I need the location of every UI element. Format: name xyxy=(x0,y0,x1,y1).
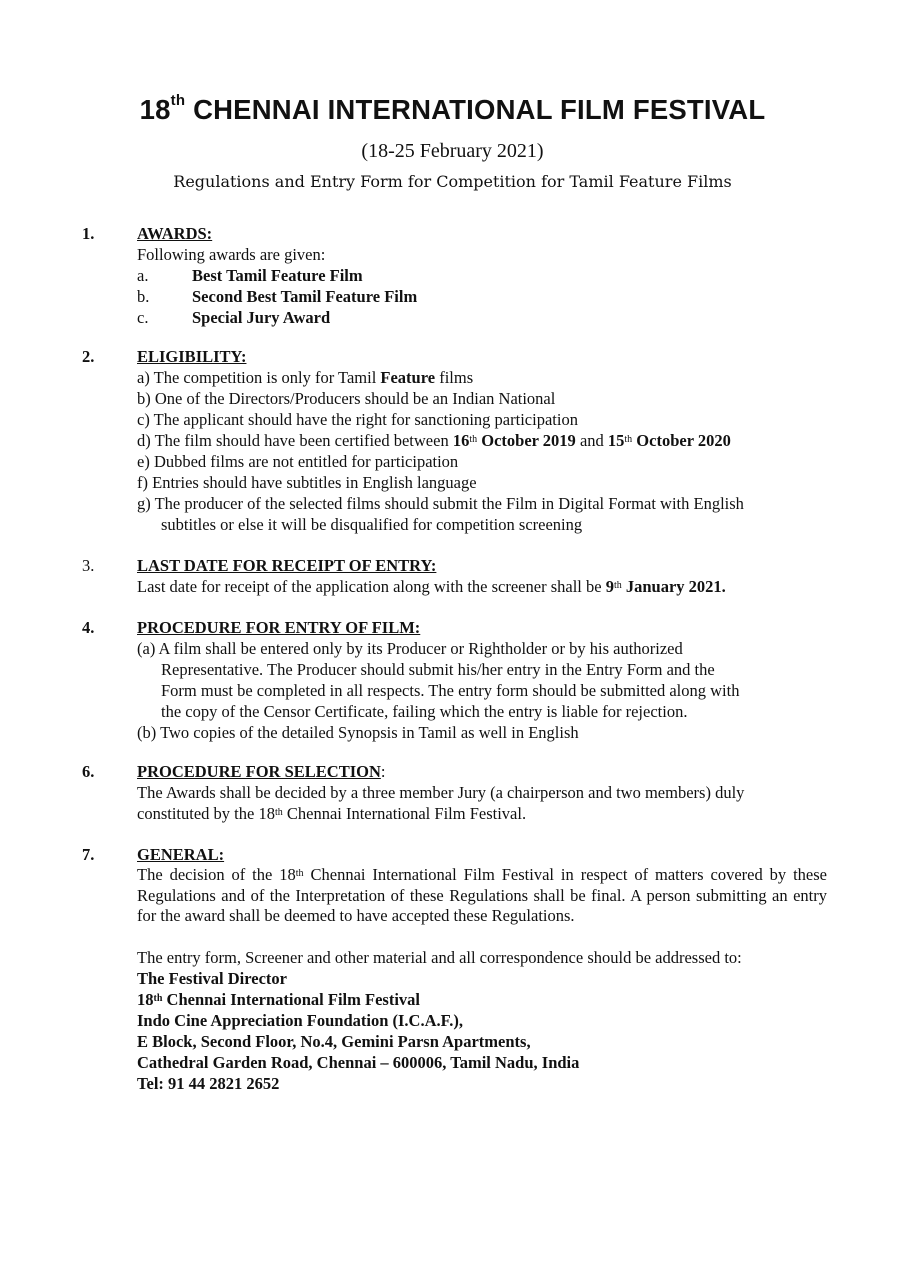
bold-text: 9 xyxy=(605,577,614,596)
address-line xyxy=(137,989,827,1010)
eligibility-item-f: f) Entries should have subtitles in English language xyxy=(137,473,477,492)
bold-text: January 2021. xyxy=(621,577,726,596)
address-line xyxy=(137,1010,827,1031)
section-number: 3. xyxy=(82,556,95,575)
section-heading: GENERAL: xyxy=(137,845,225,864)
address-line xyxy=(137,1052,827,1073)
text: Last date for receipt of the application along with the screener shall be xyxy=(137,577,606,596)
title-text: CHENNAI INTERNATIONAL FILM FESTIVAL xyxy=(193,94,766,125)
address-line xyxy=(137,968,827,989)
award-item-name: Best Tamil Feature Film xyxy=(192,266,363,285)
superscript: th xyxy=(624,434,633,445)
bold-text: 15 xyxy=(607,431,625,450)
award-item-name: Second Best Tamil Feature Film xyxy=(192,287,418,306)
section-heading: LAST DATE FOR RECEIPT OF ENTRY: xyxy=(137,556,437,575)
bold-text: Feature xyxy=(380,368,436,387)
section-heading: AWARDS: xyxy=(137,224,213,243)
selection-text xyxy=(137,803,827,824)
section-number: 2. xyxy=(82,347,95,366)
text: : xyxy=(380,762,386,781)
eligibility-item-d xyxy=(137,430,827,451)
title-number: 18 xyxy=(139,94,171,125)
section-number: 1. xyxy=(82,224,95,243)
section-heading: PROCEDURE FOR SELECTION xyxy=(137,762,381,781)
section-number: 6. xyxy=(82,762,95,781)
eligibility-item-c: c) The applicant should have the right for sanctioning participation xyxy=(137,410,578,429)
eligibility-item-e: e) Dubbed films are not entitled for participation xyxy=(137,452,459,471)
procedure-item-a: (a) A film shall be entered only by its Producer or Rightholder or by his authorized xyxy=(137,639,683,658)
superscript: th xyxy=(274,807,283,818)
section-content xyxy=(137,346,827,535)
section-number: 7. xyxy=(82,845,95,864)
superscript: th xyxy=(153,992,163,1004)
address-text: The Festival Director xyxy=(137,968,287,988)
procedure-item-a-continued: Representative. The Producer should submit his/her entry in the Entry Form and the xyxy=(161,660,715,679)
section-content xyxy=(137,223,827,328)
festival-dates: (18-25 February 2021) xyxy=(361,140,544,162)
text: films xyxy=(435,368,474,387)
procedure-item-a-continued: Form must be completed in all respects. The entry form should be submitted along with xyxy=(161,681,740,700)
award-item xyxy=(137,265,827,286)
section-heading: ELIGIBILITY: xyxy=(137,347,247,366)
telephone-line xyxy=(137,1073,827,1094)
address-text: 18 xyxy=(137,989,154,1009)
bold-text: 16 xyxy=(452,431,470,450)
text: and xyxy=(575,431,608,450)
section-heading-line xyxy=(137,761,827,782)
section-content xyxy=(137,555,827,597)
eligibility-item-g: g) The producer of the selected films should submit the Film in Digital Format with English xyxy=(137,494,744,513)
text: Chennai International Film Festival. xyxy=(282,804,527,823)
bold-text: October 2019 xyxy=(477,431,576,450)
text: constituted by the 18 xyxy=(137,804,275,823)
telephone-text: Tel: 91 44 2821 2652 xyxy=(137,1073,280,1093)
section-number: 4. xyxy=(82,618,95,637)
address-text: E Block, Second Floor, No.4, Gemini Parsn Apartments, xyxy=(137,1031,531,1051)
award-item-label: c. xyxy=(137,308,149,327)
general-paragraph xyxy=(137,865,827,927)
address-text: Indo Cine Appreciation Foundation (I.C.A.F.), xyxy=(137,1010,463,1030)
award-item-name: Special Jury Award xyxy=(192,308,331,327)
superscript: th xyxy=(295,868,304,879)
award-item-label: a. xyxy=(137,266,149,285)
award-item-label: b. xyxy=(137,287,150,306)
awards-intro: Following awards are given: xyxy=(137,245,326,264)
address-text: Chennai International Film Festival xyxy=(162,989,420,1009)
last-date-text xyxy=(137,576,827,597)
document-title xyxy=(0,94,905,126)
superscript: th xyxy=(469,434,478,445)
procedure-item-b: (b) Two copies of the detailed Synopsis in Tamil as well in English xyxy=(137,723,579,742)
award-item xyxy=(137,286,827,307)
document-subtitle: Regulations and Entry Form for Competition for Tamil Feature Films xyxy=(173,172,732,191)
section-content xyxy=(137,617,827,743)
award-item xyxy=(137,307,827,328)
address-line xyxy=(137,1031,827,1052)
eligibility-item-a xyxy=(137,367,827,388)
eligibility-item-b: b) One of the Directors/Producers should be an Indian National xyxy=(137,389,556,408)
title-superscript: th xyxy=(170,92,186,109)
section-content xyxy=(137,761,827,824)
eligibility-item-g-continued: subtitles or else it will be disqualified for competition screening xyxy=(161,515,583,534)
text: Chennai International Film Festival in respect of matters covered by these Regulations and of the Interpretation of these Regulations shall be final. A person submitting an entry for the award shall be deemed to have accepted these Regulations. xyxy=(137,865,827,925)
correspondence-note: The entry form, Screener and other material and all correspondence should be addressed to: xyxy=(137,947,742,967)
superscript: th xyxy=(613,580,622,591)
section-content xyxy=(137,844,827,1094)
procedure-item-a-continued: the copy of the Censor Certificate, failing which the entry is liable for rejection. xyxy=(161,702,688,721)
text: a) The competition is only for Tamil xyxy=(137,368,381,387)
bold-text: October 2020 xyxy=(632,431,731,450)
section-heading: PROCEDURE FOR ENTRY OF FILM: xyxy=(137,618,421,637)
selection-text: The Awards shall be decided by a three member Jury (a chairperson and two members) duly xyxy=(137,783,745,802)
address-text: Cathedral Garden Road, Chennai – 600006, Tamil Nadu, India xyxy=(137,1052,580,1072)
text: d) The film should have been certified between xyxy=(137,431,453,450)
text: The decision of the 18 xyxy=(137,865,296,884)
